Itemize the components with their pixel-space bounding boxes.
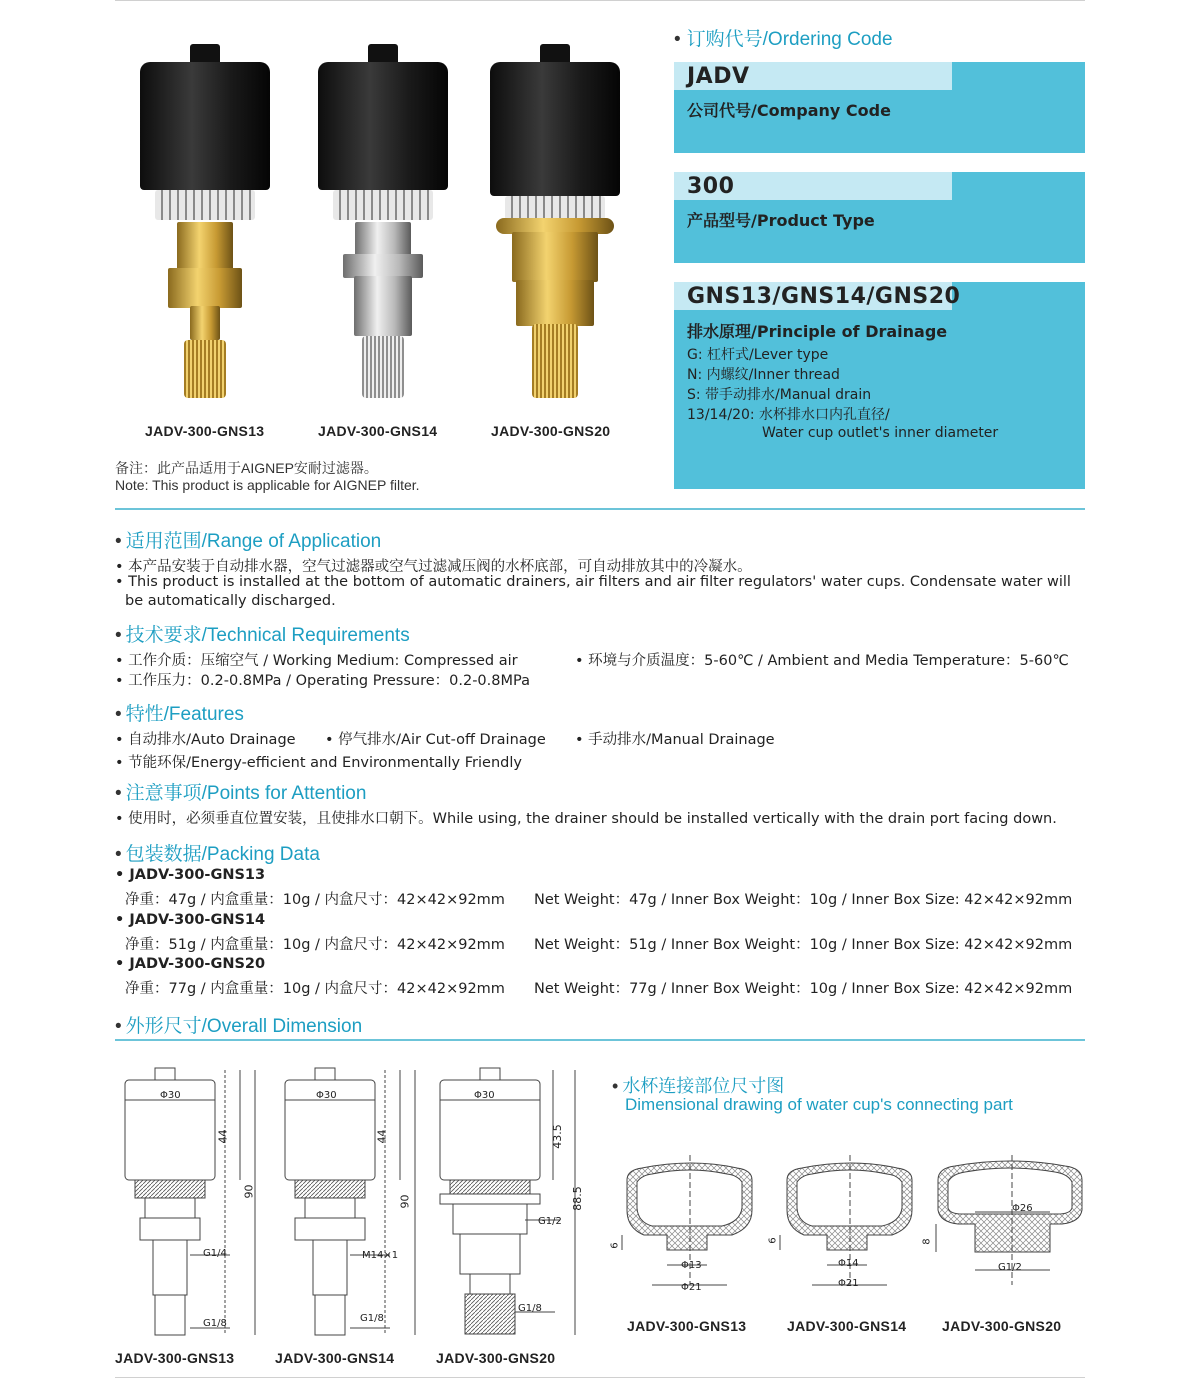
product-type-code: 300 xyxy=(687,174,735,199)
packing-model-1: • JADV-300-GNS13 xyxy=(115,867,265,883)
drainage-line-diameter: 13/14/20: 水杯排水口内孔直径/ xyxy=(687,407,890,423)
features-title: • 特性/Features xyxy=(115,704,244,725)
ordering-title: • 订购代号/Ordering Code xyxy=(674,24,893,51)
feature-manual: • 手动排水/Manual Drainage xyxy=(575,728,775,749)
cup1-inner: Φ13 xyxy=(681,1260,702,1271)
application-en-1: • This product is installed at the bottom of automatic drainers, air filters and air filter regulators' water cups. Condensate water will xyxy=(115,574,1071,590)
cup1-h: 6 xyxy=(609,1242,621,1249)
cup1-outer: Φ21 xyxy=(681,1282,702,1293)
cup2-outer: Φ21 xyxy=(838,1278,859,1289)
dim3-h2: 88.5 xyxy=(570,1186,584,1211)
packing-en-3: Net Weight：77g / Inner Box Weight：10g / Inner Box Size: 42×42×92mm xyxy=(534,981,1073,997)
dim2-h1: 44 xyxy=(375,1129,389,1144)
tech-temperature: • 环境与介质温度：5-60℃ / Ambient and Media Temperature：5-60℃ xyxy=(575,649,1069,670)
dimension-label-2: JADV-300-GNS14 xyxy=(275,1350,395,1366)
attention-title: • 注意事项/Points for Attention xyxy=(115,783,367,804)
dimension-label-1: JADV-300-GNS13 xyxy=(115,1350,235,1366)
cup-drawing-gns20 xyxy=(930,1150,1085,1300)
top-rule xyxy=(115,0,1085,1)
bottom-rule xyxy=(115,1377,1085,1378)
cup-label-2: JADV-300-GNS14 xyxy=(787,1318,907,1334)
packing-model-3: • JADV-300-GNS20 xyxy=(115,956,265,972)
application-title: • 适用范围/Range of Application xyxy=(115,531,382,552)
dim1-h1: 44 xyxy=(216,1129,230,1144)
dim2-thread1: M14×1 xyxy=(362,1250,399,1261)
dimension-title: • 外形尺寸/Overall Dimension xyxy=(115,1016,363,1037)
product-label-1: JADV-300-GNS13 xyxy=(145,423,265,439)
cup-subtitle: Dimensional drawing of water cup's connecting part xyxy=(625,1095,1013,1114)
packing-cn-2: 净重：51g / 内盒重量：10g / 内盒尺寸：42×42×92mm xyxy=(125,937,505,953)
packing-en-1: Net Weight：47g / Inner Box Weight：10g / Inner Box Size: 42×42×92mm xyxy=(534,892,1073,908)
product-photo-gns20 xyxy=(490,40,620,400)
cup2-inner: Φ14 xyxy=(838,1258,859,1269)
dim3-h1: 43.5 xyxy=(550,1124,564,1149)
cup-label-3: JADV-300-GNS20 xyxy=(942,1318,1062,1334)
cup-drawing-gns13 xyxy=(609,1150,762,1300)
dim3-dia: Φ30 xyxy=(474,1090,495,1101)
divider-1 xyxy=(115,508,1085,510)
note-cn: 备注：此产品适用于AIGNEP安耐过滤器。 xyxy=(115,460,378,476)
company-code: JADV xyxy=(687,64,750,89)
dim1-h2: 90 xyxy=(242,1184,256,1199)
ordering-block-drainage xyxy=(674,282,1085,489)
packing-title: • 包装数据/Packing Data xyxy=(115,844,320,865)
dimension-drawing-gns13 xyxy=(115,1060,275,1345)
drainage-label: 排水原理/Principle of Drainage xyxy=(687,322,948,341)
drainage-code: GNS13/GNS14/GNS20 xyxy=(687,284,961,309)
drainage-line-s: S: 带手动排水/Manual drain xyxy=(687,387,872,403)
tech-medium: • 工作介质：压缩空气 / Working Medium: Compressed air xyxy=(115,649,518,670)
dim3-thread1: G1/2 xyxy=(538,1216,562,1227)
cup2-h: 6 xyxy=(767,1237,779,1244)
product-type-label: 产品型号/Product Type xyxy=(687,211,875,230)
tech-pressure: • 工作压力：0.2-0.8MPa / Operating Pressure：0.2-0.8MPa xyxy=(115,669,530,690)
dim2-dia: Φ30 xyxy=(316,1090,337,1101)
dim1-dia: Φ30 xyxy=(160,1090,181,1101)
dim3-thread2: G1/8 xyxy=(518,1303,542,1314)
packing-cn-3: 净重：77g / 内盒重量：10g / 内盒尺寸：42×42×92mm xyxy=(125,981,505,997)
technical-title: • 技术要求/Technical Requirements xyxy=(115,625,410,646)
product-label-2: JADV-300-GNS14 xyxy=(318,423,438,439)
feature-cutoff: • 停气排水/Air Cut-off Drainage xyxy=(325,728,546,749)
packing-en-2: Net Weight：51g / Inner Box Weight：10g / Inner Box Size: 42×42×92mm xyxy=(534,937,1073,953)
packing-model-2: • JADV-300-GNS14 xyxy=(115,912,265,928)
dimension-label-3: JADV-300-GNS20 xyxy=(436,1350,556,1366)
product-photo-gns13 xyxy=(140,40,270,400)
drainage-line-n: N: 内螺纹/Inner thread xyxy=(687,367,840,383)
application-en-2: be automatically discharged. xyxy=(125,593,336,609)
cup3-inner: Φ26 xyxy=(1012,1203,1033,1214)
dim1-thread2: G1/8 xyxy=(203,1318,227,1329)
feature-eco: • 节能环保/Energy-efficient and Environmentally Friendly xyxy=(115,751,522,772)
drainage-line-diameter-en: Water cup outlet's inner diameter xyxy=(762,425,999,441)
cup-label-1: JADV-300-GNS13 xyxy=(627,1318,747,1334)
product-label-3: JADV-300-GNS20 xyxy=(491,423,611,439)
company-code-label: 公司代号/Company Code xyxy=(687,101,891,120)
cup3-outer: G1/2 xyxy=(998,1262,1022,1273)
packing-cn-1: 净重：47g / 内盒重量：10g / 内盒尺寸：42×42×92mm xyxy=(125,892,505,908)
note-en: Note: This product is applicable for AIGNEP filter. xyxy=(115,477,420,493)
dim1-thread1: G1/4 xyxy=(203,1248,227,1259)
product-photo-gns14 xyxy=(318,40,448,400)
ordering-block-product xyxy=(674,172,1085,263)
application-cn: • 本产品安装于自动排水器，空气过滤器或空气过滤减压阀的水杯底部，可自动排放其中的冷凝水。 xyxy=(115,555,752,576)
ordering-block-company xyxy=(674,62,1085,153)
dim2-thread2: G1/8 xyxy=(360,1313,384,1324)
drainage-line-g: G: 杠杆式/Lever type xyxy=(687,347,829,363)
divider-2 xyxy=(115,1039,1085,1041)
cup-title: • 水杯连接部位尺寸图 xyxy=(612,1076,785,1096)
feature-auto: • 自动排水/Auto Drainage xyxy=(115,728,296,749)
cup3-h: 8 xyxy=(921,1238,933,1245)
attention-text: • 使用时，必须垂直位置安装，且使排水口朝下。While using, the drainer should be installed vertically with the drain port facing down. xyxy=(115,807,1057,828)
dim2-h2: 90 xyxy=(398,1194,412,1209)
